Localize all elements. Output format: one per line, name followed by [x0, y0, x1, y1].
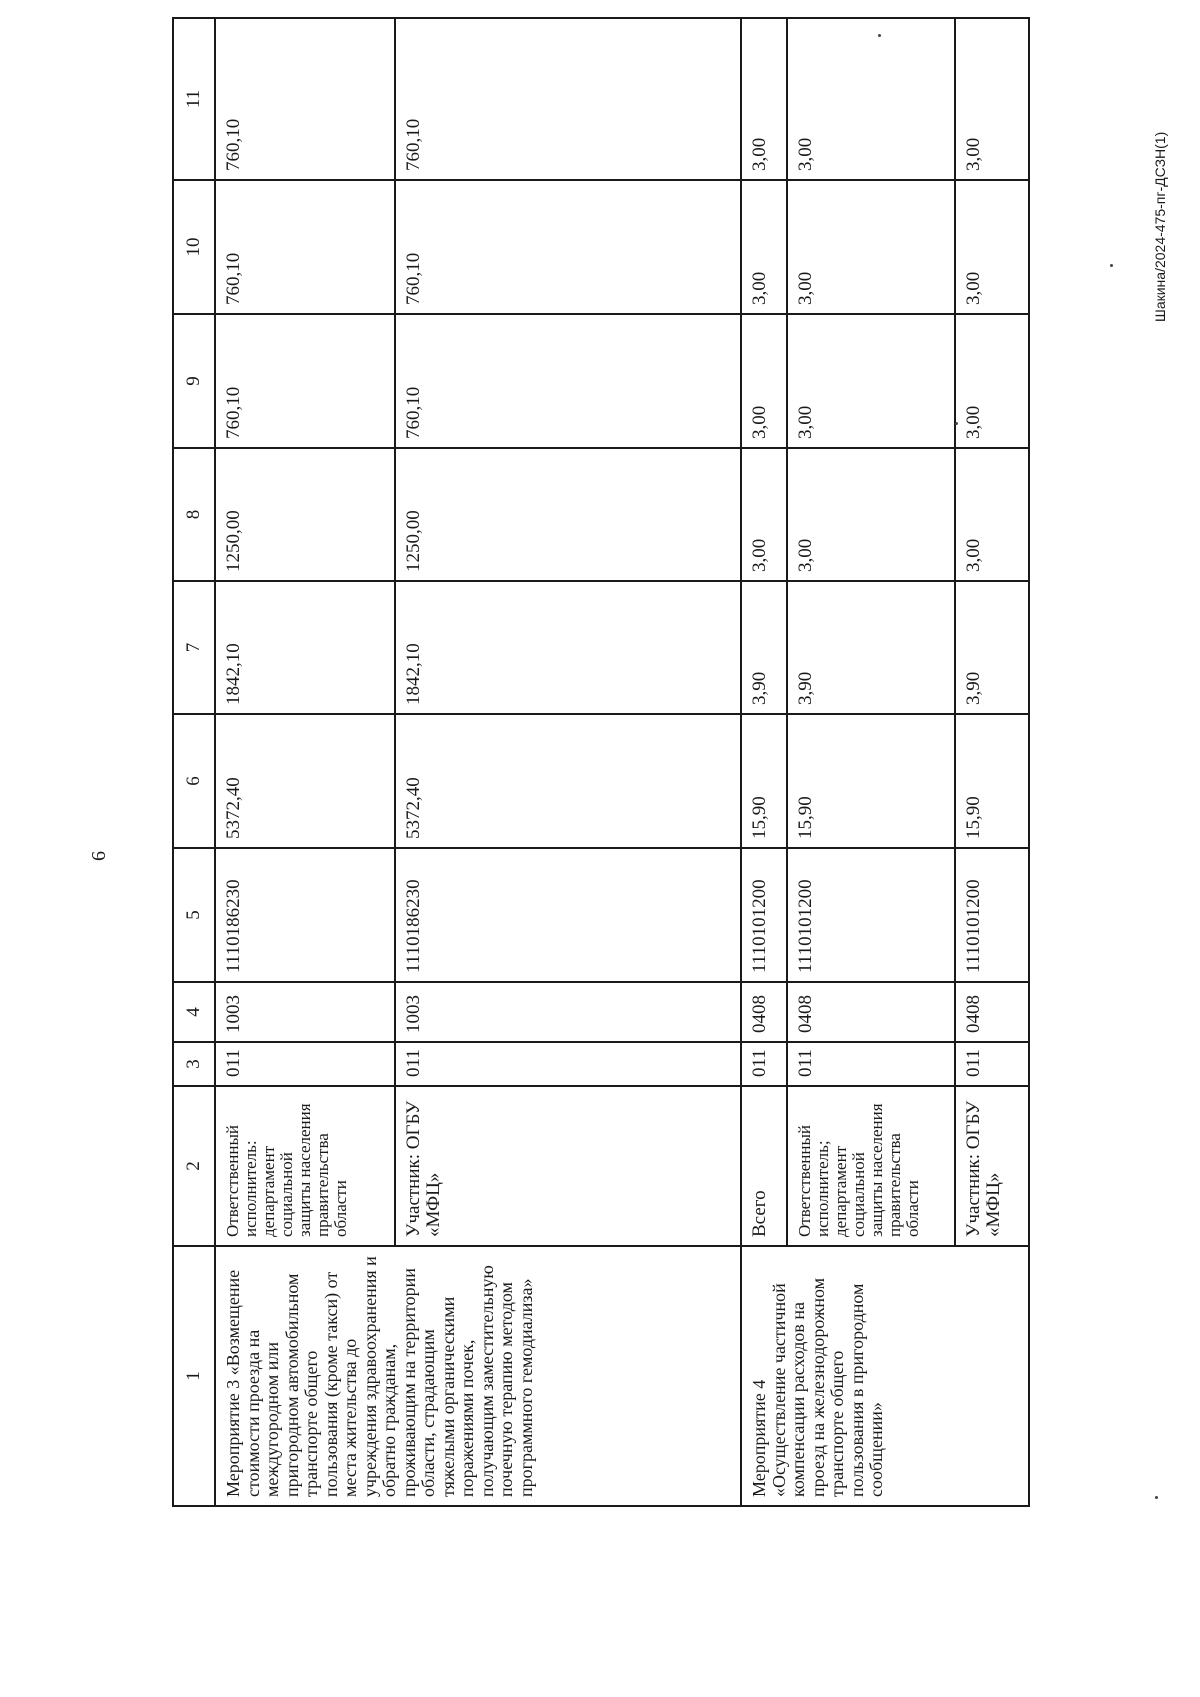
- value-cell: 3,00: [741, 314, 787, 448]
- header-row: [173, 18, 215, 1506]
- header-cell: 9: [173, 314, 215, 448]
- role-cell: Всего: [741, 1086, 787, 1246]
- value-cell: 3,00: [955, 448, 1029, 581]
- table-row: [741, 18, 787, 1506]
- value-cell: 3,00: [787, 314, 955, 448]
- role-cell: Участник: ОГБУ «МФЦ»: [955, 1086, 1029, 1246]
- header-cell: 1: [173, 1246, 215, 1506]
- value-cell: 3,00: [955, 18, 1029, 180]
- measure3-name: Мероприятие 3 «Возмещение стоимости проезда на междугородном или пригородном автомобильном транспорте общего пользования (кроме такси) от места жительства до учреждения здравоохранения и обратно гражданам, проживающим на территории области, страдающим тяжелыми органическими поражениями почек, получающим заместительную почечную терапию методом программного гемодиализа»: [215, 1246, 741, 1506]
- role-cell: Ответственный исполнитель; департамент социальной защиты населения правительства области: [787, 1086, 955, 1246]
- table-row: [215, 18, 395, 1506]
- value-cell: 760,10: [395, 314, 741, 448]
- value-cell: 760,10: [215, 180, 395, 314]
- value-cell: 3,00: [741, 18, 787, 180]
- scan-speck: [955, 422, 958, 425]
- role-cell: Ответственный исполнитель: департамент социальной защиты населения правительства области: [215, 1086, 395, 1246]
- measure4-name: Мероприятие 4 «Осуществление частичной компенсации расходов на проезд на железнодорожном транспорте общего пользования в пригородном сообщении»: [741, 1246, 1029, 1506]
- value-cell: 0408: [787, 982, 955, 1042]
- value-cell: 760,10: [215, 314, 395, 448]
- value-cell: 15,90: [955, 714, 1029, 848]
- value-cell: 011: [955, 1042, 1029, 1086]
- value-cell: 760,10: [395, 180, 741, 314]
- header-cell: 2: [173, 1086, 215, 1246]
- value-cell: 1110101200: [955, 848, 1029, 982]
- page-number: 6: [88, 851, 110, 861]
- value-cell: 1003: [395, 982, 741, 1042]
- value-cell: 3,00: [787, 18, 955, 180]
- value-cell: 5372,40: [215, 714, 395, 848]
- header-cell: 6: [173, 714, 215, 848]
- value-cell: 3,00: [741, 180, 787, 314]
- scan-speck: [1155, 1496, 1158, 1499]
- value-cell: 15,90: [787, 714, 955, 848]
- header-cell: 10: [173, 180, 215, 314]
- value-cell: 3,00: [955, 180, 1029, 314]
- header-cell: 11: [173, 18, 215, 180]
- value-cell: 0408: [741, 982, 787, 1042]
- value-cell: 1110186230: [215, 848, 395, 982]
- value-cell: 1110186230: [395, 848, 741, 982]
- value-cell: 3,90: [955, 581, 1029, 714]
- value-cell: 760,10: [395, 18, 741, 180]
- role-cell: Участник: ОГБУ «МФЦ»: [395, 1086, 741, 1246]
- value-cell: 1110101200: [787, 848, 955, 982]
- header-cell: 8: [173, 448, 215, 581]
- value-cell: 011: [787, 1042, 955, 1086]
- value-cell: 3,90: [741, 581, 787, 714]
- value-cell: 3,90: [787, 581, 955, 714]
- header-cell: 5: [173, 848, 215, 982]
- value-cell: 3,00: [955, 314, 1029, 448]
- header-cell: 4: [173, 982, 215, 1042]
- value-cell: 760,10: [215, 18, 395, 180]
- footer-code: Шакина/2024-475-пг-ДСЗН(1): [1152, 131, 1168, 322]
- scan-speck: [878, 34, 881, 37]
- value-cell: 1110101200: [741, 848, 787, 982]
- budget-table: [172, 17, 1030, 1507]
- scan-speck: [1110, 264, 1113, 267]
- value-cell: 011: [741, 1042, 787, 1086]
- value-cell: 011: [395, 1042, 741, 1086]
- header-cell: 3: [173, 1042, 215, 1086]
- value-cell: 1250,00: [395, 448, 741, 581]
- value-cell: 3,00: [787, 180, 955, 314]
- value-cell: 1250,00: [215, 448, 395, 581]
- value-cell: 0408: [955, 982, 1029, 1042]
- value-cell: 1003: [215, 982, 395, 1042]
- value-cell: 011: [215, 1042, 395, 1086]
- value-cell: 3,00: [787, 448, 955, 581]
- value-cell: 1842,10: [395, 581, 741, 714]
- value-cell: 5372,40: [395, 714, 741, 848]
- header-cell: 7: [173, 581, 215, 714]
- value-cell: 3,00: [741, 448, 787, 581]
- value-cell: 15,90: [741, 714, 787, 848]
- value-cell: 1842,10: [215, 581, 395, 714]
